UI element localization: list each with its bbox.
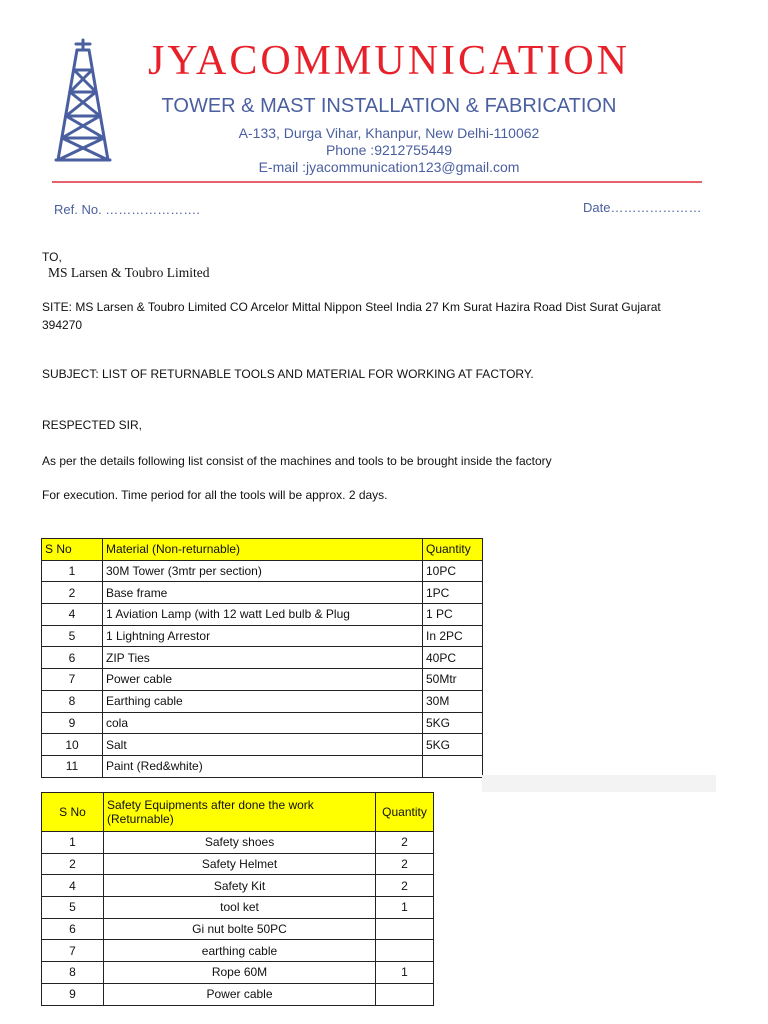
table-row (42, 918, 434, 940)
cell-equipment: Safety Kit (104, 875, 376, 897)
cell-quantity: 2 (376, 832, 434, 854)
table-row (42, 625, 483, 647)
table-row (42, 560, 483, 582)
cell-quantity: 1 (376, 897, 434, 919)
cell-equipment: earthing cable (104, 940, 376, 962)
table-row (42, 983, 434, 1005)
table-header-row (42, 793, 434, 832)
cell-quantity (376, 940, 434, 962)
company-address: A-133, Durga Vihar, Khanpur, New Delhi-110062 (238, 125, 540, 141)
cell-sno: 9 (42, 983, 104, 1005)
table-row (42, 755, 483, 777)
header-quantity: Quantity (376, 793, 434, 832)
cell-sno: 2 (42, 853, 104, 875)
table-row (42, 690, 483, 712)
cell-equipment: Rope 60M (104, 962, 376, 984)
site-line-2: 394270 (42, 318, 83, 332)
table-row (42, 853, 434, 875)
cell-sno: 11 (42, 755, 103, 777)
addressee: MS Larsen & Toubro Limited (48, 265, 210, 280)
cell-sno: 5 (42, 625, 103, 647)
cell-quantity (423, 755, 483, 777)
cell-material: Paint (Red&white) (103, 755, 423, 777)
table-row (42, 832, 434, 854)
cell-sno: 4 (42, 604, 103, 626)
header-material: Material (Non-returnable) (103, 539, 423, 561)
cell-quantity: 10PC (423, 560, 483, 582)
cell-material: 1 Aviation Lamp (with 12 watt Led bulb & Plug (103, 604, 423, 626)
cell-material: Earthing cable (103, 690, 423, 712)
cell-quantity (376, 983, 434, 1005)
cell-quantity: 40PC (423, 647, 483, 669)
cell-sno: 8 (42, 962, 104, 984)
table-row (42, 669, 483, 691)
company-name: JYACOMMUNICATION (147, 38, 631, 84)
cell-quantity: 5KG (423, 734, 483, 756)
cell-quantity: 2 (376, 853, 434, 875)
cell-quantity: 50Mtr (423, 669, 483, 691)
cell-sno: 10 (42, 734, 103, 756)
subject-line: SUBJECT: LIST OF RETURNABLE TOOLS AND MATERIAL FOR WORKING AT FACTORY. (42, 367, 534, 381)
table-row (42, 875, 434, 897)
cell-material: Power cable (103, 669, 423, 691)
safety-equipment-table (41, 792, 434, 1006)
page-shade-strip (482, 775, 716, 792)
cell-quantity (376, 918, 434, 940)
cell-sno: 8 (42, 690, 103, 712)
cell-equipment: tool ket (104, 897, 376, 919)
cell-sno: 2 (42, 582, 103, 604)
table-row (42, 897, 434, 919)
to-label: TO, (42, 250, 62, 264)
table-row (42, 962, 434, 984)
company-email: E-mail :jyacommunication123@gmail.com (258, 159, 520, 175)
cell-quantity: 30M (423, 690, 483, 712)
cell-material: 30M Tower (3mtr per section) (103, 560, 423, 582)
table-row (42, 734, 483, 756)
cell-material: Salt (103, 734, 423, 756)
ref-number: Ref. No. …………………. (54, 202, 200, 217)
body-line-1: As per the details following list consist of the machines and tools to be brought inside the factory (42, 454, 552, 468)
table-row (42, 582, 483, 604)
cell-quantity: 1 PC (423, 604, 483, 626)
header-sno: S No (42, 539, 103, 561)
cell-sno: 7 (42, 669, 103, 691)
cell-quantity: 1PC (423, 582, 483, 604)
cell-sno: 7 (42, 940, 104, 962)
cell-sno: 6 (42, 647, 103, 669)
company-tagline: TOWER & MAST INSTALLATION & FABRICATION (161, 95, 617, 117)
cell-equipment: Safety shoes (104, 832, 376, 854)
header-divider (52, 181, 702, 183)
site-line-1: SITE: MS Larsen & Toubro Limited CO Arcelor Mittal Nippon Steel India 27 Km Surat Hazira Road Dist Surat Gujarat (42, 300, 661, 314)
table-row (42, 647, 483, 669)
cell-material: Base frame (103, 582, 423, 604)
company-phone: Phone :9212755449 (325, 142, 453, 158)
header-equipment: Safety Equipments after done the work (Returnable) (104, 793, 376, 832)
header-sno: S No (42, 793, 104, 832)
cell-sno: 4 (42, 875, 104, 897)
table-row (42, 604, 483, 626)
cell-sno: 6 (42, 918, 104, 940)
cell-sno: 1 (42, 832, 104, 854)
date-field: Date………………… (583, 200, 702, 215)
cell-equipment: Power cable (104, 983, 376, 1005)
salutation: RESPECTED SIR, (42, 418, 143, 432)
cell-material: 1 Lightning Arrestor (103, 625, 423, 647)
cell-equipment: Safety Helmet (104, 853, 376, 875)
cell-sno: 9 (42, 712, 103, 734)
cell-quantity: 2 (376, 875, 434, 897)
table-header-row (42, 539, 483, 561)
cell-quantity: In 2PC (423, 625, 483, 647)
cell-sno: 5 (42, 897, 104, 919)
cell-quantity: 1 (376, 962, 434, 984)
table-row (42, 712, 483, 734)
cell-quantity: 5KG (423, 712, 483, 734)
cell-sno: 1 (42, 560, 103, 582)
material-table (41, 538, 483, 778)
cell-material: cola (103, 712, 423, 734)
body-line-2: For execution. Time period for all the tools will be approx. 2 days. (42, 488, 388, 502)
cell-material: ZIP Ties (103, 647, 423, 669)
cell-equipment: Gi nut bolte 50PC (104, 918, 376, 940)
header-quantity: Quantity (423, 539, 483, 561)
table-row (42, 940, 434, 962)
